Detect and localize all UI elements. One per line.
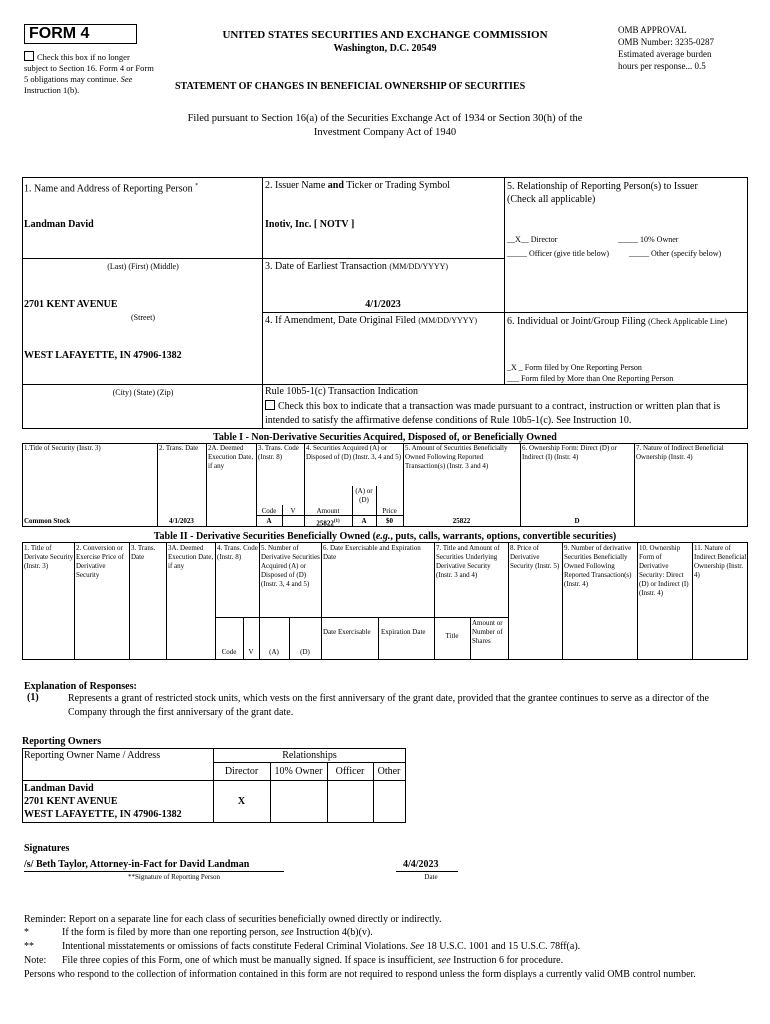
t2-sub-amount: Amount or Number of Shares: [472, 619, 503, 645]
t1-sub-price: Price: [382, 507, 397, 515]
owners-title: Reporting Owners: [22, 736, 102, 747]
other-option: _____ Other (specify below): [629, 249, 722, 258]
street-label: (Street): [131, 313, 155, 322]
t1-col-title: 1.Title of Security (Instr. 3): [24, 444, 101, 452]
reporting-person-city: WEST LAFAYETTE, IN 47906-1382: [24, 350, 182, 361]
t2-sub-date-exercisable: Date Exercisable: [323, 628, 371, 636]
star1-text: If the form is filed by more than one reporting person, see Instruction 4(b)(v).: [62, 927, 373, 938]
t1-sub-a-or-d: (A) or (D): [355, 487, 373, 504]
issuer-label: 2. Issuer Name and Ticker or Trading Symbol: [265, 180, 451, 191]
table1-title: Table I - Non-Derivative Securities Acquired, Disposed of, or Beneficially Owned: [213, 432, 557, 443]
owners-col-officer: Officer: [335, 766, 365, 777]
t2-col-deemed: 3A. Deemed Execution Date, if any: [168, 544, 214, 570]
t1-col-deemed: 2A. Deemed Execution Date, if any: [208, 444, 254, 470]
explanation-title: Explanation of Responses:: [24, 681, 137, 692]
note-label: Note:: [24, 955, 47, 966]
filing-multi-option: ___ Form filed by More than One Reporting Person: [507, 374, 674, 383]
filed-pursuant: Filed pursuant to Section 16(a) of the Securities Exchange Act of 1934 or Section 30(h) of the Investment Company Act of 1940: [187, 113, 583, 138]
t1-col-owned: 5. Amount of Securities Beneficially Owned Following Reported Transaction(s) (Instr. 3 and 4): [405, 444, 508, 470]
relationship-label: 5. Relationship of Reporting Person(s) to Issuer (Check all applicable): [507, 181, 698, 205]
rule-text: Check this box to indicate that a transaction was made pursuant to a contract, instruction or written plan that is intended to satisfy the affirmative defense conditions of Rule 10b5-1(c). See Instruction 10.: [265, 401, 721, 426]
t1-col-acquired: 4. Securities Acquired (A) or Disposed of (D) (Instr. 3, 4 and 5): [306, 444, 402, 461]
owners-col-other: Other: [377, 766, 401, 777]
table2-title: Table II - Derivative Securities Beneficially Owned (e.g., puts, calls, warrants, options, convertible securities): [153, 531, 617, 542]
no-longer-subject-checkbox-text: Check this box if no longer subject to Section 16. Form 4 or Form 5 obligations may continue. See Instruction 1(b).: [24, 52, 154, 95]
earliest-date-value: 4/1/2023: [365, 299, 401, 310]
owner-director-mark: X: [237, 796, 246, 807]
director-option: __X__ Director: [507, 235, 558, 244]
t1-col-code: 3. Trans. Code (Instr. 8): [258, 444, 299, 461]
star2-text: Intentional misstatements or omissions of facts constitute Federal Criminal Violations. See 18 U.S.C. 1001 and 15 U.S.C. 78ff(a).: [62, 941, 581, 952]
star1: *: [24, 927, 29, 938]
explanation-num: (1): [27, 692, 39, 703]
omb-approval: OMB APPROVAL OMB Number: 3235-0287 Estimated average burden hours per response... 0.5: [618, 25, 714, 71]
officer-option: _____ Officer (give title below): [507, 249, 610, 258]
t2-sub-v: V: [248, 648, 254, 656]
t1-row-a-or-d: A: [361, 517, 367, 525]
t2-col-owned: 9. Number of derivative Securities Beneficially Owned Following Reported Transaction(s) (Instr. 4): [564, 544, 632, 588]
t2-sub-a: (A): [269, 648, 279, 656]
owner-address: Landman David 2701 KENT AVENUE WEST LAFAYETTE, IN 47906-1382: [24, 783, 182, 820]
owners-col-name: Reporting Owner Name / Address: [24, 750, 161, 761]
signature-label: **Signature of Reporting Person: [128, 873, 220, 881]
date-label: Date: [424, 873, 438, 881]
star2: **: [24, 941, 34, 952]
t2-col-exercisable: 6. Date Exercisable and Expiration Date: [323, 544, 421, 561]
t2-col-conversion: 2. Conversion or Exercise Price of Derivative Security: [76, 544, 124, 579]
earliest-date-label: 3. Date of Earliest Transaction (MM/DD/YYYY): [265, 261, 449, 272]
t2-col-date: 3. Trans. Date: [131, 544, 156, 561]
reporting-person-street: 2701 KENT AVENUE: [24, 299, 118, 310]
owners-col-director: Director: [224, 766, 259, 777]
owners-col-relationships: Relationships: [282, 750, 337, 761]
note-text: File three copies of this Form, one of which must be manually signed. If space is insufficient, see Instruction 6 for procedure.: [62, 955, 564, 966]
persons-notice: Persons who respond to the collection of information contained in this form are not required to respond unless the form displays a currently valid OMB control number.: [24, 969, 696, 980]
t1-row-amount: 25822$^{(1)}$: [316, 519, 340, 528]
rule-checkbox-icon[interactable]: [265, 400, 275, 410]
t2-sub-code: Code: [221, 648, 237, 656]
statement-title: STATEMENT OF CHANGES IN BENEFICIAL OWNERSHIP OF SECURITIES: [175, 81, 526, 92]
rule-label: Rule 10b5-1(c) Transaction Indication: [265, 386, 419, 397]
t1-row-title: Common Stock: [24, 517, 71, 525]
issuer-value: Inotiv, Inc. [ NOTV ]: [265, 219, 355, 230]
city-state-zip-label: (City) (State) (Zip): [112, 388, 174, 397]
t2-col-number: 5. Number of Derivative Securities Acquired (A) or Disposed of (D) (Instr. 3, 4 and 5): [261, 544, 320, 588]
t1-col-form: 6. Ownership Form: Direct (D) or Indirect (I) (Instr. 4): [522, 444, 617, 461]
checkbox-icon[interactable]: [24, 51, 34, 61]
t2-sub-title: Title: [445, 632, 459, 640]
amendment-label: 4. If Amendment, Date Original Filed (MM/DD/YYYY): [265, 315, 477, 326]
filing-label: 6. Individual or Joint/Group Filing (Check Applicable Line): [507, 316, 728, 327]
signatures-title: Signatures: [24, 843, 70, 854]
filing-one-option: _X _ Form filed by One Reporting Person: [507, 363, 642, 372]
owners-col-ten-percent: 10% Owner: [274, 766, 323, 777]
reminder: Reminder: Report on a separate line for each class of securities beneficially owned directly or indirectly.: [24, 914, 442, 925]
t1-sub-code: Code: [261, 507, 277, 515]
t1-row-price: $0: [386, 517, 393, 525]
t1-col-nature: 7. Nature of Indirect Beneficial Ownership (Instr. 4): [636, 444, 724, 461]
ten-percent-option: _____ 10% Owner: [618, 235, 679, 244]
t1-row-form: D: [574, 517, 580, 525]
t2-col-price: 8. Price of Derivative Security (Instr. 5): [510, 544, 560, 570]
t2-col-code: 4. Trans. Code (Instr. 8): [217, 544, 258, 561]
t1-sub-v: V: [290, 507, 296, 515]
signature-date: 4/4/2023: [403, 859, 439, 870]
t2-col-form: 10. Ownership Form of Derivative Security: Direct (D) or Indirect (I) (Instr. 4): [639, 544, 689, 597]
t2-col-nature: 11. Nature of Indirect Beneficial Ownership (Instr. 4): [694, 544, 747, 579]
t2-col-underlying: 7. Title and Amount of Securities Underlying Derivative Security (Instr. 3 and 4): [436, 544, 500, 579]
t1-col-date: 2. Trans. Date: [159, 444, 199, 452]
reporting-person-label: 1. Name and Address of Reporting Person *: [24, 183, 199, 195]
signer: /s/ Beth Taylor, Attorney-in-Fact for David Landman: [24, 859, 250, 870]
name-parts-label: (Last) (First) (Middle): [107, 262, 179, 271]
t2-sub-expiration: Expiration Date: [381, 628, 426, 636]
t1-sub-amount: Amount: [316, 507, 340, 515]
reporting-person-name: Landman David: [24, 219, 94, 230]
t1-row-owned: 25822: [452, 517, 471, 525]
t2-col-title: 1. Title of Derivate Security (Instr. 3): [24, 544, 74, 570]
agency-address: Washington, D.C. 20549: [333, 43, 437, 54]
t2-sub-d: (D): [300, 648, 310, 656]
agency-name: UNITED STATES SECURITIES AND EXCHANGE COMMISSION: [222, 29, 548, 41]
t1-row-code: A: [266, 517, 272, 525]
form-label: FORM 4: [24, 24, 137, 44]
t1-row-date: 4/1/2023: [169, 517, 194, 525]
explanation-text: Represents a grant of restricted stock units, which vests on the first anniversary of the grant date, provided that the grantee continues to serve as a director of the Company through the first anniversary of the grant date.: [68, 693, 709, 718]
